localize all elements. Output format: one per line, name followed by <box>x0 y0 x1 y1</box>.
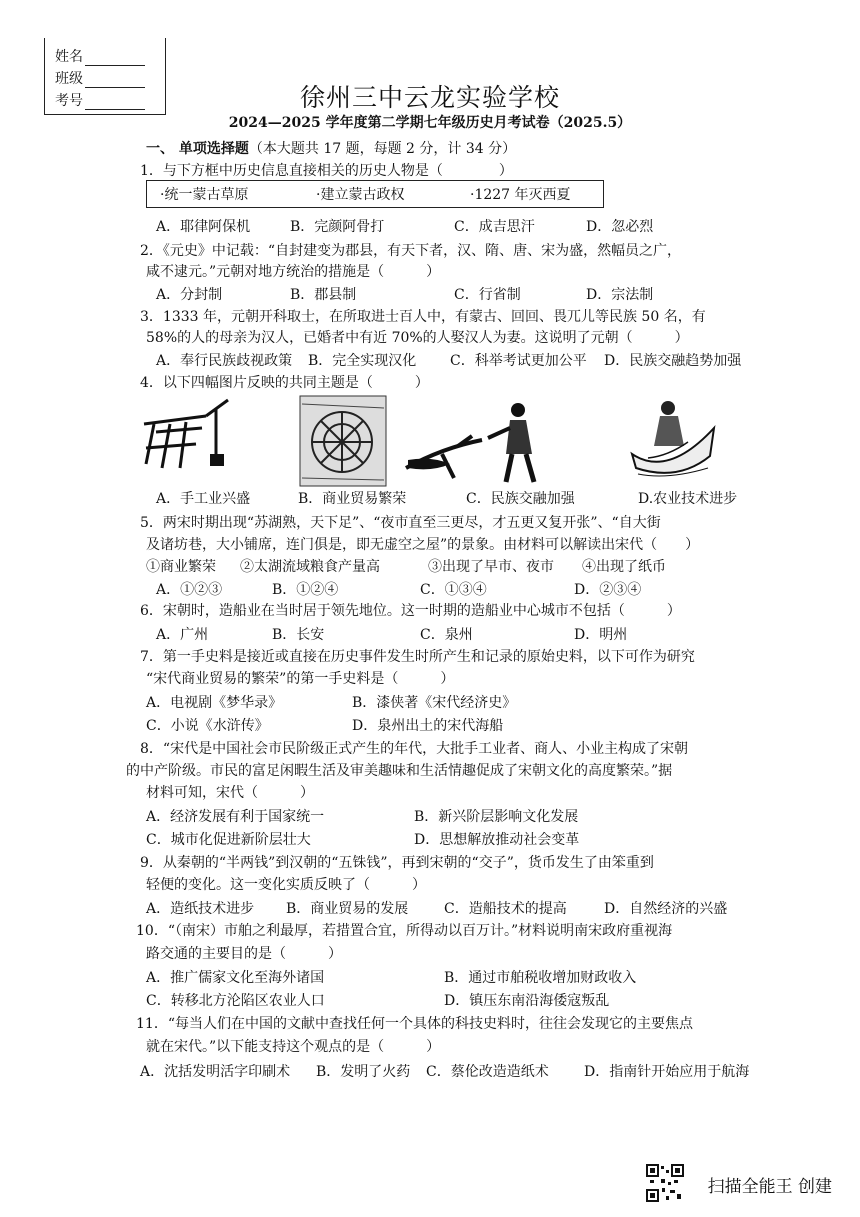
q11-stem-line2: 就在宋代。”以下能支持这个观点的是（ ） <box>146 1039 441 1055</box>
q7-stem-line1: 7．第一手史料是接近或直接在历史事件发生时所产生和记录的原始史料，以下可作为研究 <box>140 649 695 665</box>
q4-option-c[interactable]: C．民族交融加强 <box>466 491 575 507</box>
q6-option-b[interactable]: B．长安 <box>272 627 325 643</box>
q1-option-d[interactable]: D．忽必烈 <box>586 219 654 235</box>
q1-fact: ·1227 年灭西夏 <box>470 187 571 203</box>
q9-option-c[interactable]: C．造船技术的提高 <box>444 901 567 917</box>
q5-item-4: ④出现了纸币 <box>582 559 666 575</box>
q2-stem-line1: 2．《元史》中记载：“自封建变为郡县，有天下者，汉、隋、唐、宋为盛，然幅员之广， <box>140 243 682 259</box>
q6-stem: 6．宋朝时，造船业在当时居于领先地位。这一时期的造船业中心城市不包括（ ） <box>140 603 681 619</box>
q2-stem-line2: 咸不逮元。”元朝对地方统治的措施是（ ） <box>146 264 441 280</box>
q11-stem-line1: 11．“每当人们在中国的文献中查找任何一个具体的科技史料时，往往会发现它的主要焦点 <box>136 1016 693 1032</box>
q8-stem-line2: 的中产阶级。市民的富足闲暇生活及审美趣味和生活情趣促成了宋朝文化的高度繁荣。”据 <box>126 763 673 779</box>
q3-option-a[interactable]: A．奉行民族歧视政策 <box>156 353 293 369</box>
q8-stem-line3: 材料可知，宋代（ ） <box>146 785 314 801</box>
q1-option-b[interactable]: B．完颜阿骨打 <box>290 219 385 235</box>
q8-option-d[interactable]: D．思想解放推动社会变革 <box>414 832 580 848</box>
q11-option-c[interactable]: C．蔡伦改造造纸术 <box>426 1064 549 1080</box>
q3-stem-line1: 3．1333 年，元朝开科取士，在所取进士百人中，有蒙古、回回、畏兀儿等民族 50 名，有 <box>140 309 706 325</box>
q10-option-b[interactable]: B．通过市舶税收增加财政收入 <box>444 970 637 986</box>
q1-stem: 1．与下方框中历史信息直接相关的历史人物是（ ） <box>140 163 513 179</box>
q10-stem-line2: 路交通的主要目的是（ ） <box>146 946 342 962</box>
q3-option-b[interactable]: B．完全实现汉化 <box>308 353 417 369</box>
q5-stem-line1: 5．两宋时期出现“苏湖熟，天下足”、“夜市直至三更尽，才五更又复开张”、“自大街 <box>140 515 661 531</box>
section-note: （本大题共 17 题，每题 2 分，计 34 分） <box>248 141 517 157</box>
q6-option-c[interactable]: C．泉州 <box>420 627 473 643</box>
q11-option-a[interactable]: A．沈括发明活字印刷术 <box>140 1064 291 1080</box>
q10-option-c[interactable]: C．转移北方沦陷区农业人口 <box>146 993 325 1009</box>
q2-option-c[interactable]: C．行省制 <box>454 287 521 303</box>
q8-option-b[interactable]: B．新兴阶层影响文化发展 <box>414 809 579 825</box>
section-title: 一、 单项选择题 <box>146 141 249 157</box>
scanner-app-credit: 扫描全能王 创建 <box>707 1177 832 1197</box>
q5-option-b[interactable]: B．①②④ <box>272 582 339 598</box>
q5-item-1: ①商业繁荣 <box>146 559 216 575</box>
exam-subtitle: 2024—2025 学年度第二学期七年级历史月考试卷（2025.5） <box>228 115 632 131</box>
q7-option-b[interactable]: B．漆侠著《宋代经济史》 <box>352 695 517 711</box>
q5-item-2: ②太湖流域粮食产量高 <box>240 559 380 575</box>
plow-farmer-picture <box>402 398 552 484</box>
q8-option-c[interactable]: C．城市化促进新阶层壮大 <box>146 832 311 848</box>
q9-option-b[interactable]: B．商业贸易的发展 <box>286 901 409 917</box>
water-wheel-picture <box>298 394 388 490</box>
q9-stem-line2: 轻便的变化。这一变化实质反映了（ ） <box>146 877 426 893</box>
name-field <box>55 46 145 66</box>
q1-fact: ·统一蒙古草原 <box>160 187 249 203</box>
qr-code-icon <box>646 1164 684 1202</box>
q11-option-d[interactable]: D．指南针开始应用于航海 <box>584 1064 750 1080</box>
farm-tool-picture <box>136 394 236 476</box>
q8-option-a[interactable]: A．经济发展有利于国家统一 <box>146 809 325 825</box>
school-title: 徐州三中云龙实验学校 <box>299 83 560 112</box>
q7-option-a[interactable]: A．电视剧《梦华录》 <box>146 695 283 711</box>
q2-option-a[interactable]: A．分封制 <box>156 287 223 303</box>
q3-option-c[interactable]: C．科举考试更加公平 <box>450 353 587 369</box>
q8-stem-line1: 8．“宋代是中国社会市民阶级正式产生的年代，大批手工业者、商人、小业主构成了宋朝 <box>140 741 689 757</box>
q7-option-d[interactable]: D．泉州出土的宋代海船 <box>352 718 504 734</box>
q2-option-b[interactable]: B．郡县制 <box>290 287 357 303</box>
q9-stem-line1: 9．从秦朝的“半两钱”到汉朝的“五铢钱”，再到宋朝的“交子”，货币发生了由笨重到 <box>140 855 654 871</box>
q11-option-b[interactable]: B．发明了火药 <box>316 1064 411 1080</box>
q1-option-a[interactable]: A．耶律阿保机 <box>156 219 251 235</box>
q4-option-a[interactable]: A．手工业兴盛 <box>156 491 251 507</box>
section-heading <box>146 138 516 158</box>
class-label: 班级 <box>55 71 83 87</box>
q9-option-a[interactable]: A．造纸技术进步 <box>146 901 255 917</box>
q2-option-d[interactable]: D．宗法制 <box>586 287 654 303</box>
q1-fact: ·建立蒙古政权 <box>316 187 405 203</box>
q7-stem-line2: “宋代商业贸易的繁荣”的第一手史料是（ ） <box>146 671 455 687</box>
q3-stem-line2: 58%的人的母亲为汉人，已婚者中有近 70%的人娶汉人为妻。这说明了元朝（ ） <box>146 330 689 346</box>
q10-stem-line1: 10．“（南宋）市舶之利最厚，若措置合宜，所得动以百万计。”材料说明南宋政府重视海 <box>136 923 673 939</box>
exam-number-label: 考号 <box>55 93 83 109</box>
q6-option-a[interactable]: A．广州 <box>156 627 209 643</box>
q10-option-a[interactable]: A．推广儒家文化至海外诸国 <box>146 970 325 986</box>
q1-option-c[interactable]: C．成吉思汗 <box>454 219 535 235</box>
q9-option-d[interactable]: D．自然经济的兴盛 <box>604 901 728 917</box>
q7-option-c[interactable]: C．小说《水浒传》 <box>146 718 269 734</box>
boat-woman-picture <box>628 398 718 484</box>
q5-option-d[interactable]: D．②③④ <box>574 582 642 598</box>
q4-option-b[interactable]: B．商业贸易繁荣 <box>298 491 407 507</box>
q4-option-d[interactable]: D.农业技术进步 <box>638 491 738 507</box>
q4-stem: 4．以下四幅图片反映的共同主题是（ ） <box>140 375 429 391</box>
q5-option-c[interactable]: C．①③④ <box>420 582 487 598</box>
q10-option-d[interactable]: D．镇压东南沿海倭寇叛乱 <box>444 993 610 1009</box>
q5-stem-line2: 及诸坊巷，大小铺席，连门俱是，即无虚空之屋”的景象。由材料可以解读出宋代（ ） <box>146 537 700 553</box>
q3-option-d[interactable]: D．民族交融趋势加强 <box>604 353 742 369</box>
q6-option-d[interactable]: D．明州 <box>574 627 628 643</box>
name-label: 姓名 <box>55 49 83 65</box>
q5-item-3: ③出现了早市、夜市 <box>428 559 554 575</box>
q5-option-a[interactable]: A．①②③ <box>156 582 223 598</box>
